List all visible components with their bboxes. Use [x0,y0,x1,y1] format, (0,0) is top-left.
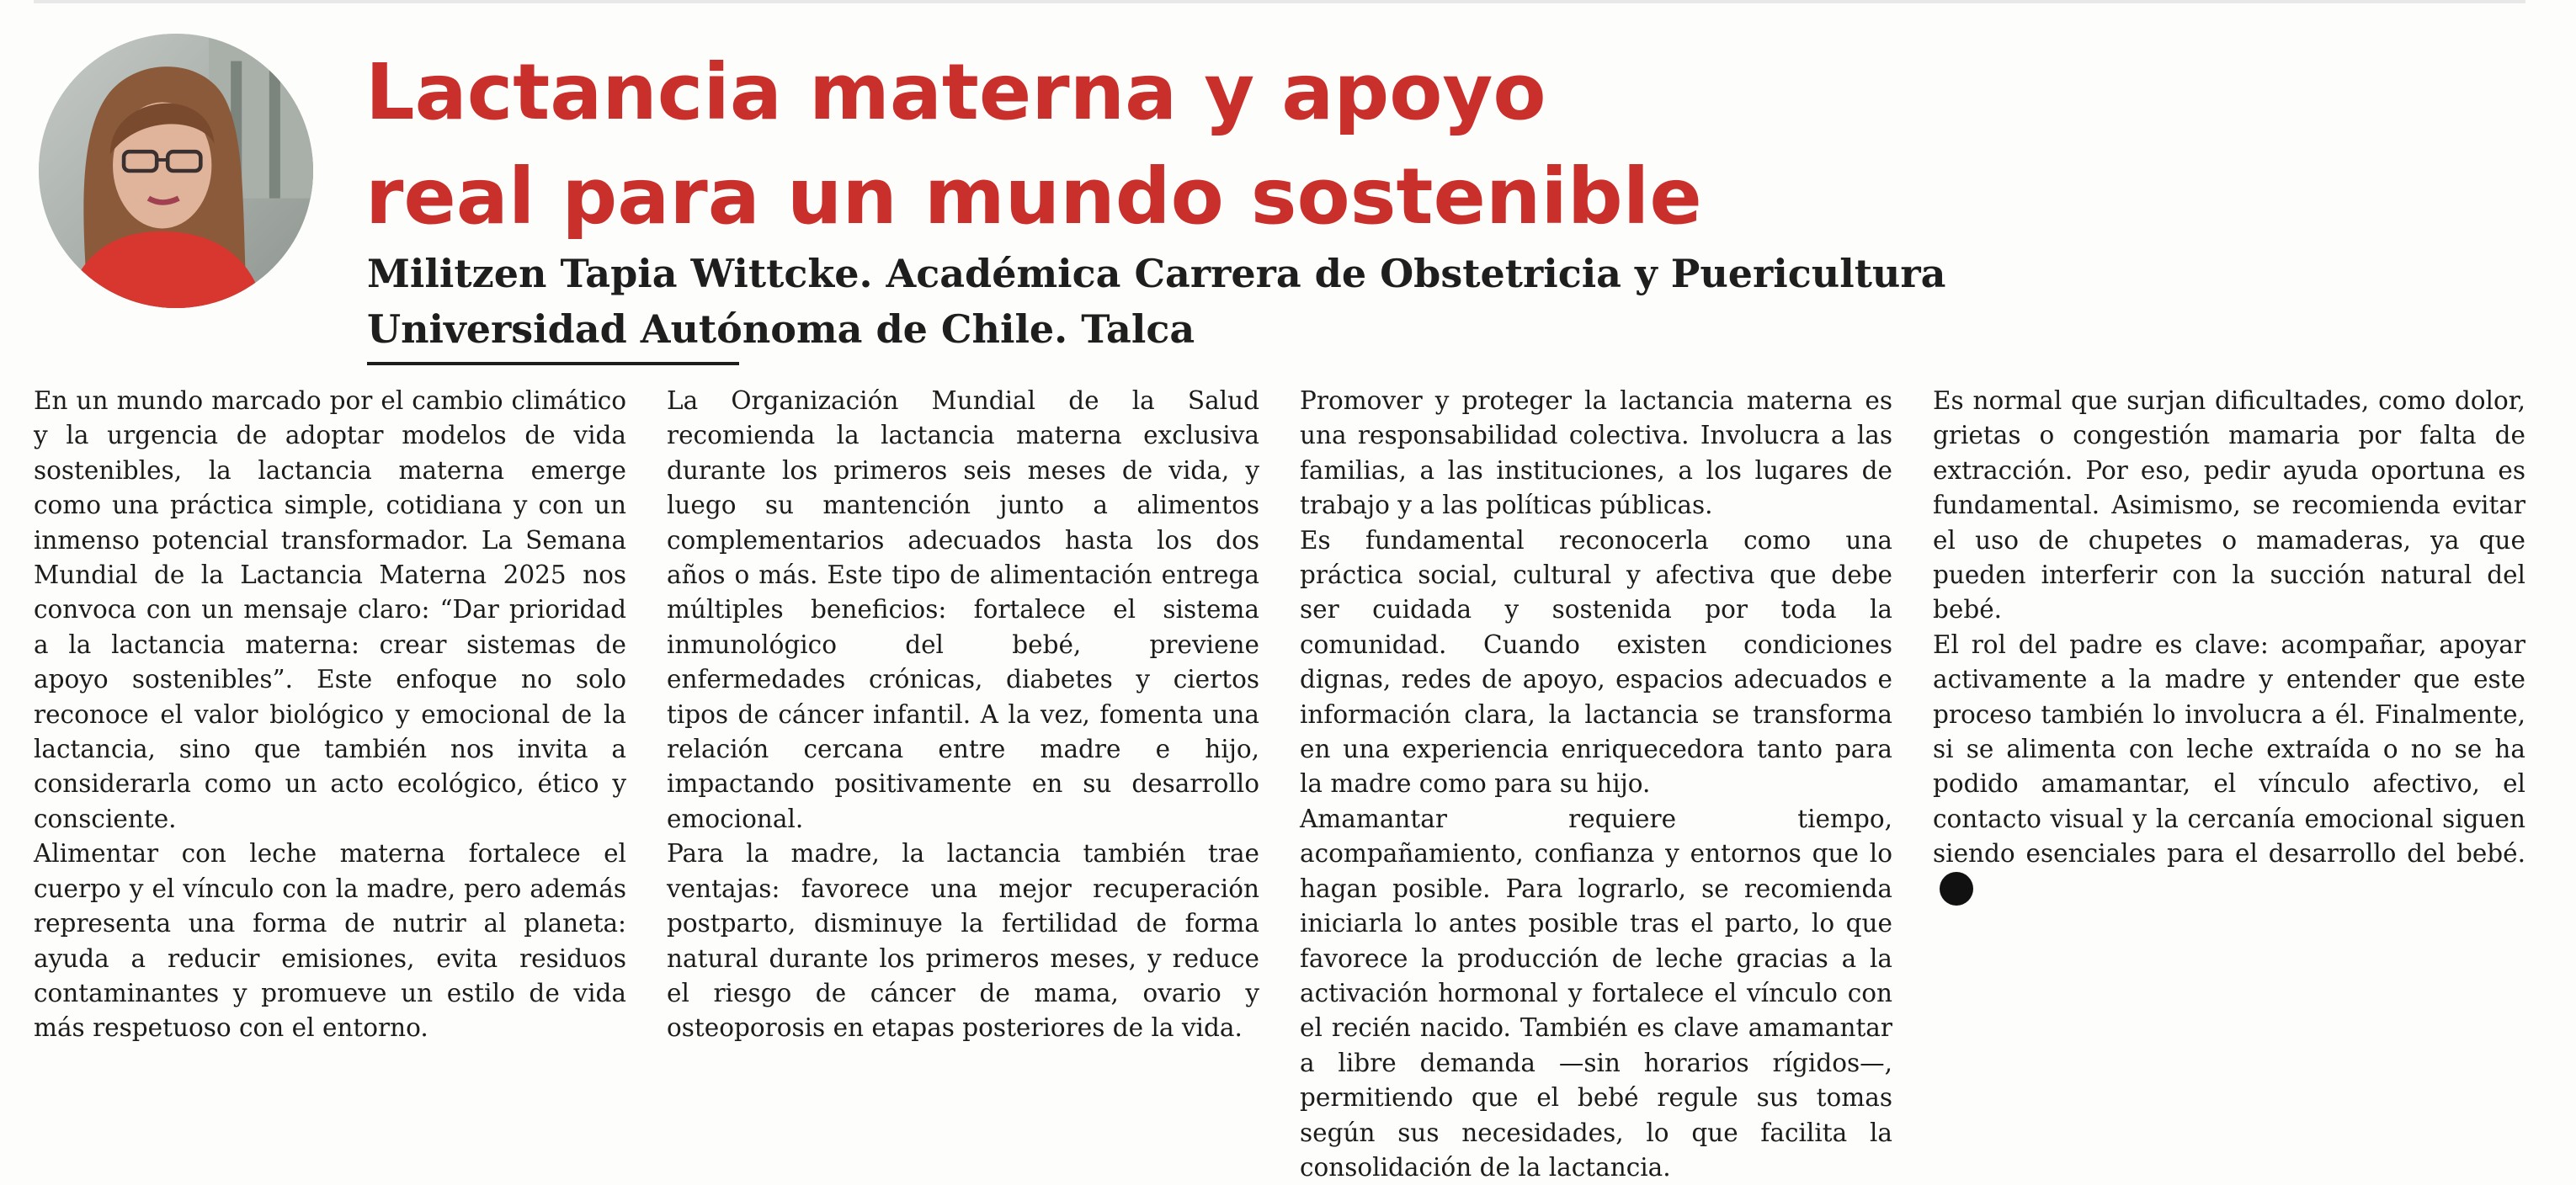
author-photo [39,34,313,308]
headline-line-2: real para un mundo sostenible [365,151,1702,242]
author-byline [367,246,2219,357]
top-rule [34,0,2525,3]
paragraph: Alimentar con leche materna fortalece el cuerpo y el vínculo con la madre, pero además representa una forma de nutrir al planeta: ayuda a reducir emisiones, evita residuos contaminantes y promueve un estilo de vida más respetuoso con el entorno. [34,839,626,1043]
article-headline [365,40,2386,249]
column-4 [1933,384,2525,908]
paragraph: Amamantar requiere tiempo, acompañamiento, confianza y entornos que lo hagan posible. Para lograrlo, se recomienda iniciarla lo antes posible tras el parto, lo que favorece la producción de leche gracias a la activación hormonal y fortalece el vínculo con el recién nacido. También es clave amamantar a libre demanda —sin horarios rígidos—, permitiendo que el bebé regule sus tomas según sus necesidades, lo que facilita la consolidación de la lactancia. [1300,804,1892,1182]
paragraph: Promover y proteger la lactancia materna es una responsabilidad colectiva. Involucra a las familias, a las instituciones, a los lugares de trabajo y a las políticas públicas. [1300,386,1892,520]
byline-underline [367,362,739,365]
author-portrait-image [39,34,313,308]
byline-line-2: Universidad Autónoma de Chile. Talca [367,306,1195,352]
paragraph: Para la madre, la lactancia también trae ventajas: favorece una mejor recuperación postparto, disminuye la fertilidad de forma natural durante los primeros meses, y reduce el riesgo de cáncer de mama, ovario y osteoporosis en etapas posteriores de la vida. [667,839,1259,1043]
end-of-article-icon [1940,872,1973,906]
headline-line-1: Lactancia materna y apoyo [365,47,1546,137]
article-body [34,384,2542,1182]
paragraph [1933,628,2525,908]
paragraph: Es fundamental reconocerla como una práctica social, cultural y afectiva que debe ser cuidada y sostenida por toda la comunidad. Cuando existen condiciones dignas, redes de apoyo, espacios adecuados e información clara, la lactancia se transforma en una experiencia enriquecedora tanto para la madre como para su hijo. [1300,525,1892,799]
column-3 [1300,384,1892,1185]
paragraph: En un mundo marcado por el cambio climático y la urgencia de adoptar modelos de vida sostenibles, la lactancia materna emerge como una práctica simple, cotidiana y con un inmenso potencial transformador. La Semana Mundial de la Lactancia Materna 2025 nos convoca con un mensaje claro: “Dar prioridad a la lactancia materna: crear sistemas de apoyo sostenibles”. Este enfoque no solo reconoce el valor biológico y emocional de la lactancia, sino que también nos invita a considerarla como un acto ecológico, ético y consciente. [34,386,626,833]
paragraph: La Organización Mundial de la Salud recomienda la lactancia materna exclusiva durante los primeros seis meses de vida, y luego su mantención junto a alimentos complementarios adecuados hasta los dos años o más. Este tipo de alimentación entrega múltiples beneficios: fortalece el sistema inmunológico del bebé, previene enfermedades crónicas, diabetes y ciertos tipos de cáncer infantil. A la vez, fomenta una relación cercana entre madre e hijo, impactando positivamente en su desarrollo emocional. [667,386,1259,833]
paragraph-text: El rol del padre es clave: acompañar, apoyar activamente a la madre y entender que este proceso también lo involucra a él. Finalmente, si se alimenta con leche extraída o no se ha podido amamantar, el vínculo afectivo, el contacto visual y la cercanía emocional siguen siendo esenciales para el desarrollo del bebé. [1933,630,2525,869]
byline-line-1: Militzen Tapia Wittcke. Académica Carrera de Obstetricia y Puericultura [367,251,1946,296]
column-1 [34,384,626,1046]
paragraph: Es normal que surjan dificultades, como dolor, grietas o congestión mamaria por falta de extracción. Por eso, pedir ayuda oportuna es fundamental. Asimismo, se recomienda evitar el uso de chupetes o mamaderas, ya que pueden interferir con la succión natural del bebé. [1933,386,2525,624]
column-2 [667,384,1259,1046]
